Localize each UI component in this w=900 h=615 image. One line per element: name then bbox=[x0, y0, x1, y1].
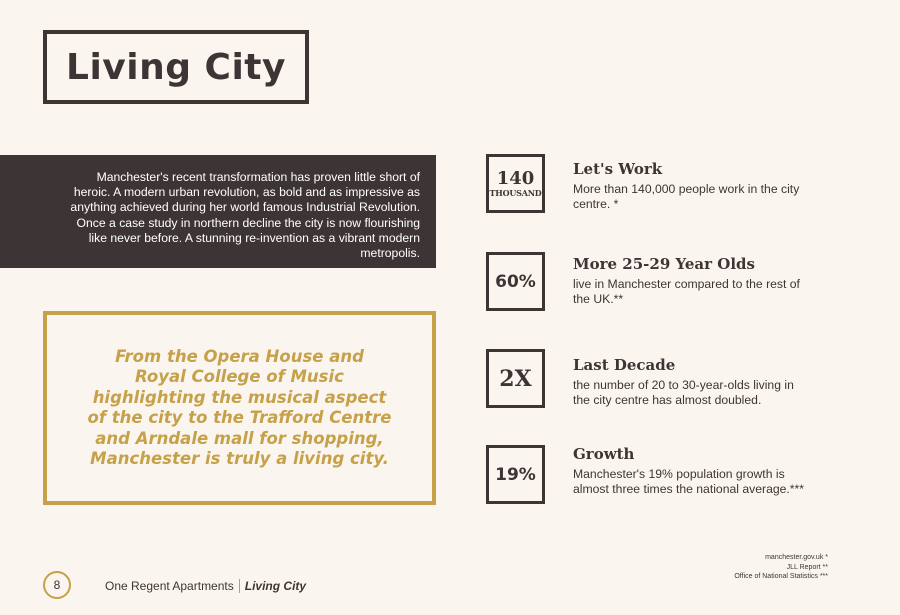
title-box bbox=[43, 30, 309, 104]
stat-description: the number of 20 to 30-year-olds living in the city centre has almost doubled. bbox=[573, 378, 794, 407]
sources-list bbox=[734, 553, 828, 582]
stat-icon-number: 140 bbox=[496, 167, 535, 189]
stat-year-olds bbox=[573, 255, 813, 306]
stat-icon-unit: THOUSAND bbox=[489, 187, 542, 198]
stat-heading: Last Decade bbox=[573, 356, 676, 374]
stat-icon-value: 60% bbox=[495, 271, 536, 292]
page-number bbox=[43, 571, 71, 599]
stat-heading: Growth bbox=[573, 445, 635, 463]
footer bbox=[105, 579, 306, 593]
stat-icon-value: 19% bbox=[495, 464, 536, 485]
intro-text: Manchester's recent transformation has proven little short of heroic. A modern urban revolution, as bold and as impressive as anything achieved during her world famous Industrial Revolution. Once a case study in northern decline the city is now flourishing like never before. A stunning re-invention as a vibrant modern metropolis. bbox=[70, 170, 420, 261]
stat-growth bbox=[573, 445, 813, 496]
stat-description: Manchester's 19% population growth is almost three times the national average.*** bbox=[573, 467, 805, 496]
source-item: manchester.gov.uk * bbox=[765, 554, 828, 561]
source-item: JLL Report ** bbox=[786, 563, 828, 571]
stat-description: live in Manchester compared to the rest of the UK.** bbox=[573, 277, 800, 306]
stat-icon-2x bbox=[486, 349, 545, 408]
quote-box bbox=[43, 311, 436, 505]
footer-divider bbox=[239, 579, 240, 593]
page-number-text: 8 bbox=[53, 578, 61, 592]
stat-work bbox=[573, 160, 813, 211]
stat-heading: Let's Work bbox=[573, 160, 663, 178]
stat-icon-60-percent bbox=[486, 252, 545, 311]
stat-last-decade bbox=[573, 356, 813, 407]
intro-panel bbox=[0, 155, 436, 268]
source-item: Office of National Statistics *** bbox=[734, 573, 828, 580]
stat-description: More than 140,000 people work in the city centre. * bbox=[573, 182, 800, 211]
stat-icon-value: 2X bbox=[499, 365, 532, 392]
stat-icon-19-percent bbox=[486, 445, 545, 504]
stat-icon-140-thousand bbox=[486, 154, 545, 213]
quote-text: From the Opera House and Royal College of Music highlighting the musical aspect of the city to the Trafford Centre and Arndale mall for shopping, Manchester is truly a living city. bbox=[87, 346, 392, 468]
footer-section: Living City bbox=[244, 579, 307, 593]
page-title: Living City bbox=[66, 46, 286, 88]
stat-heading: More 25-29 Year Olds bbox=[573, 255, 755, 273]
footer-brand: One Regent Apartments bbox=[105, 579, 234, 593]
